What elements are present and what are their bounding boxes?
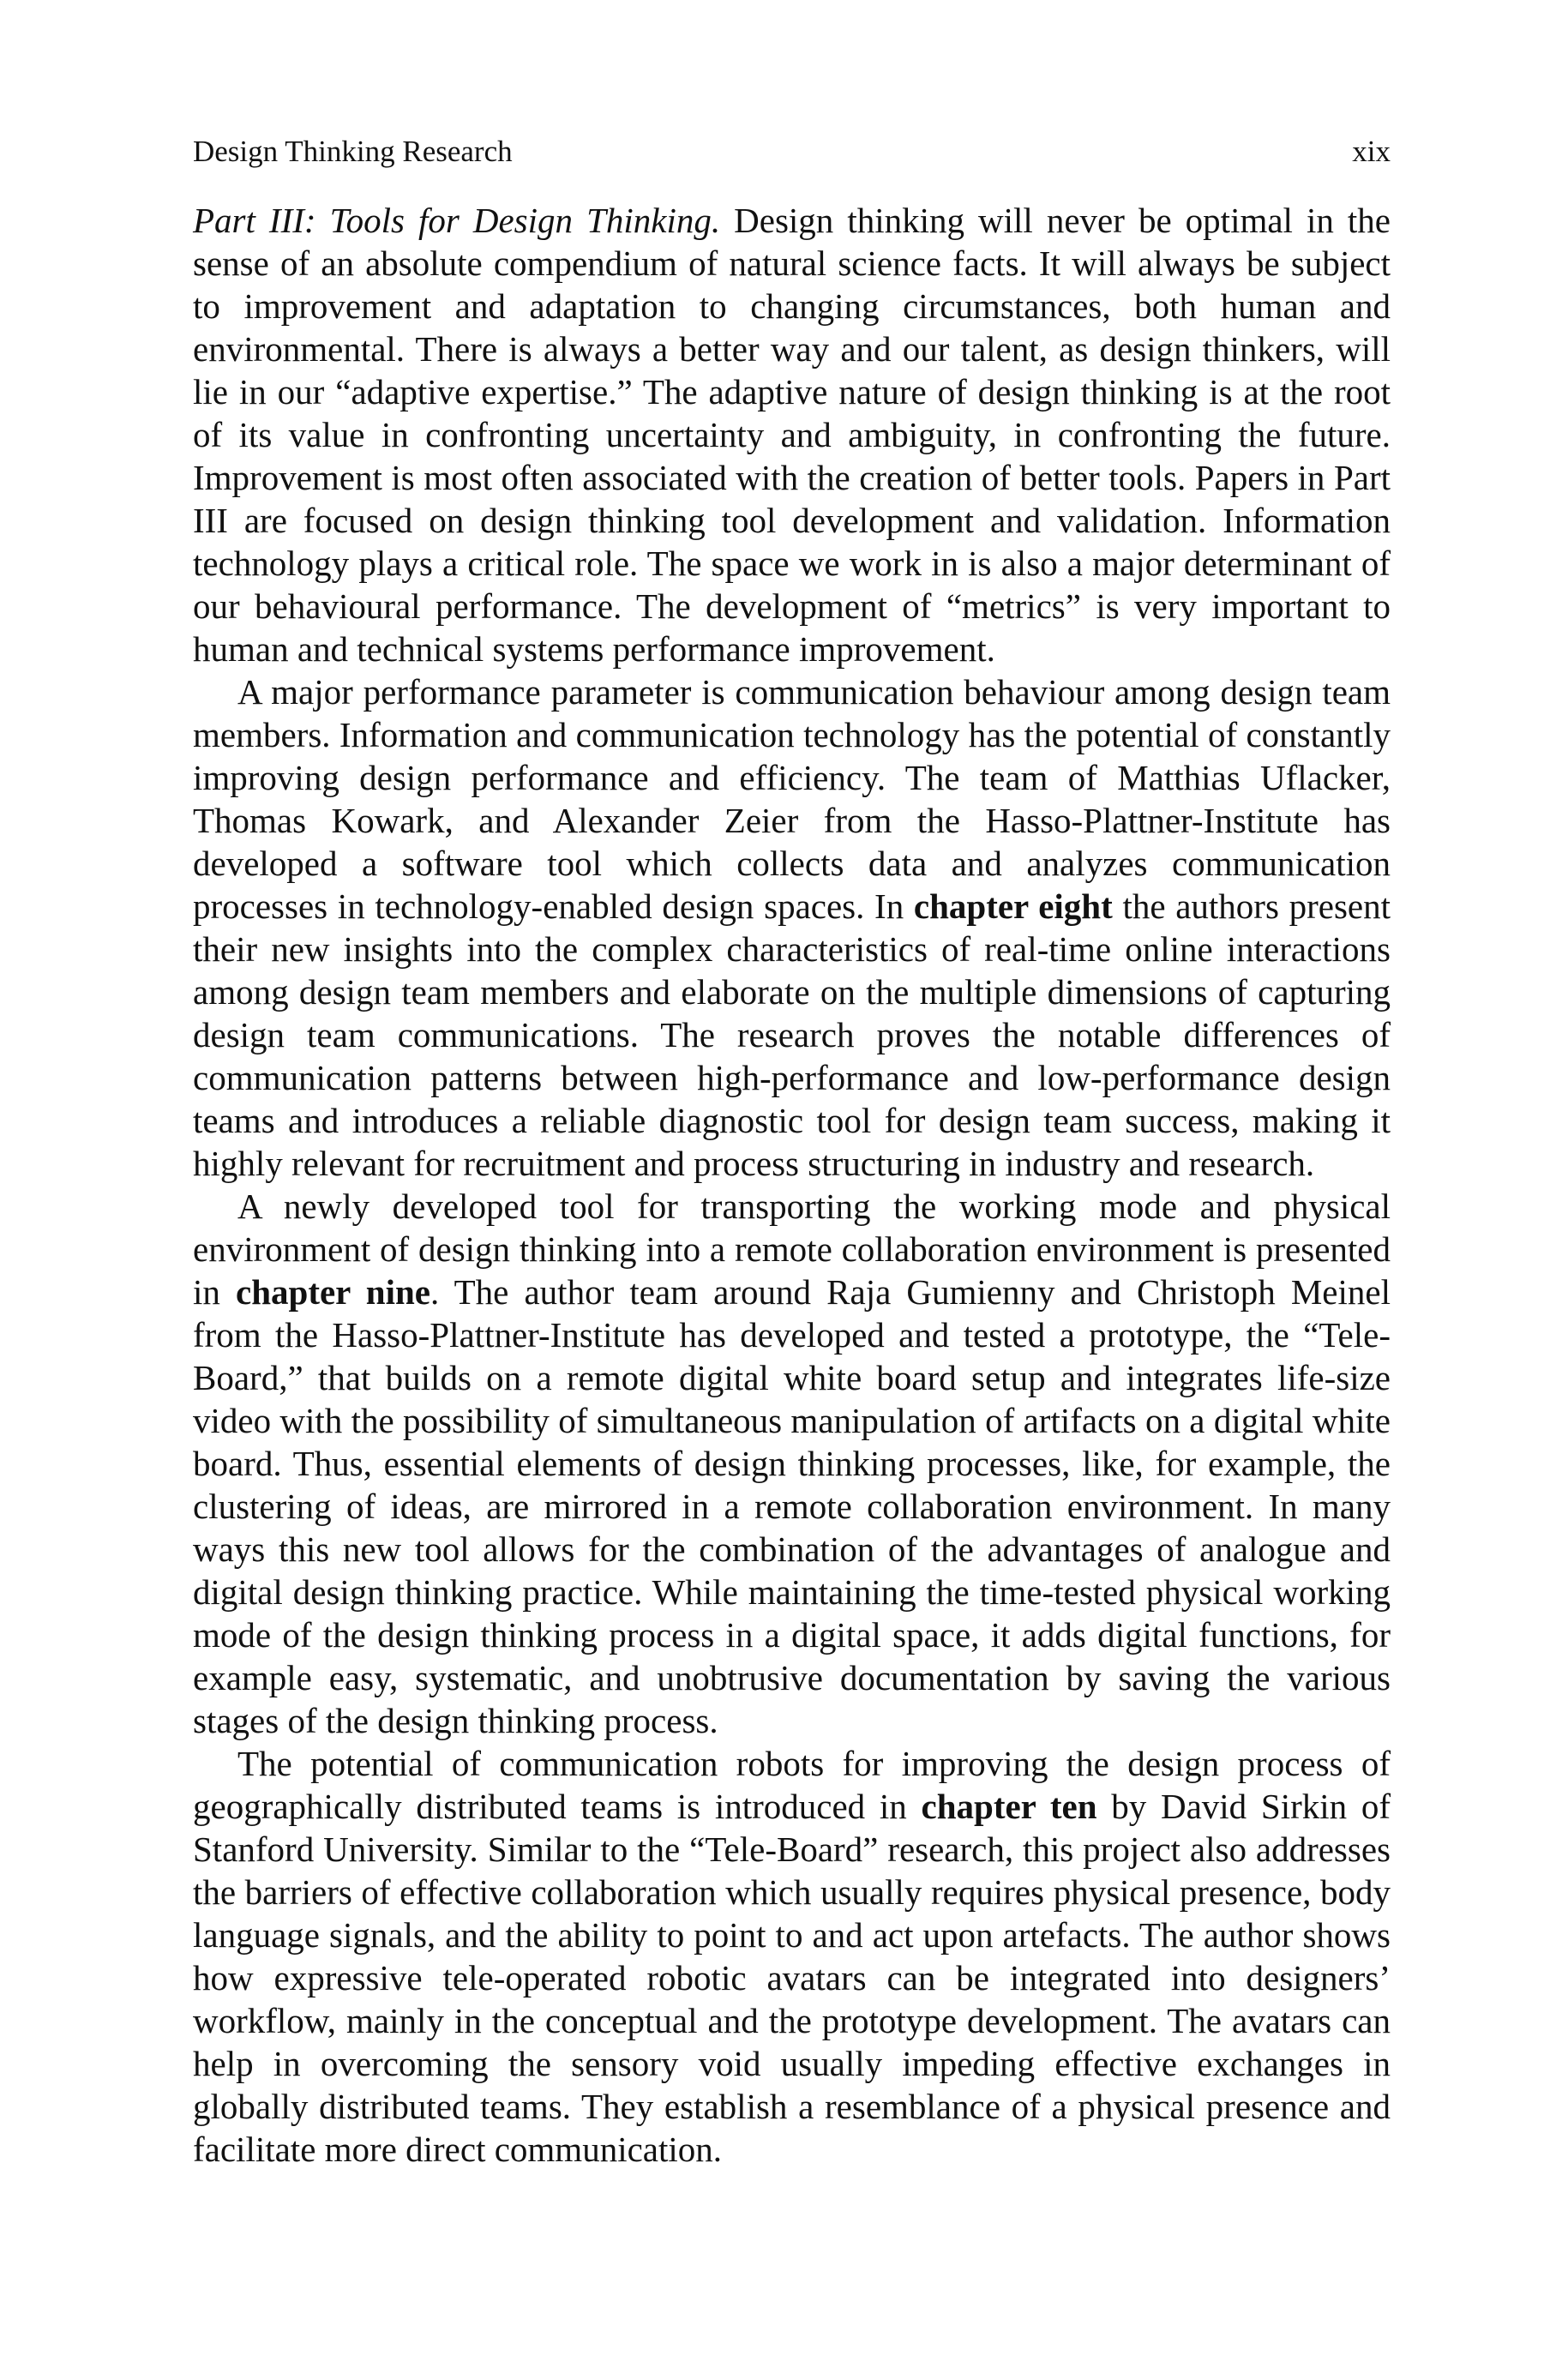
paragraph-text: . The author team around Raja Gumienny and Christoph Meinel from the Hasso-Plattner-Institute has developed and tested a prototype, the “Tele-Board,” that builds on a remote digital white board setup and integrates life-size video with the possibility of simultaneous manipulation of artifacts on a digital white board. Thus, essential elements of design thinking processes, like, for example, the clustering of ideas, are mirrored in a remote collaboration environment. In many ways this new tool allows for the combination of the advantages of analogue and digital design thinking practice. While maintaining the time-tested physical working mode of the design thinking process in a digital space, it adds digital functions, for example easy, systematic, and unobtrusive documentation by saving the various stages of the design thinking process. [193,1272,1391,1740]
section-lead-title: Part III: Tools for Design Thinking. [193,201,721,240]
paragraph-text: A newly developed tool for transporting the working mode and physical environment of design thinking into a remote collaboration environment is presented in [193,1186,1391,1312]
paragraph-chapter-nine [193,1185,1391,1742]
chapter-reference: chapter ten [921,1787,1097,1826]
running-title: Design Thinking Research [193,135,513,168]
paragraph-text: A major performance parameter is communication behaviour among design team members. Information and communication technology has the potential of constantly improving design performance and efficiency. The team of Matthias Uflacker, Thomas Kowark, and Alexander Zeier from the Hasso-Plattner-Institute has developed a software tool which collects data and analyzes communication processes in technology-enabled design spaces. In [193,672,1391,926]
chapter-reference: chapter nine [236,1272,430,1312]
page-number: xix [1352,135,1391,168]
running-header [193,130,1391,173]
paragraph-text: Design thinking will never be optimal in the sense of an absolute compendium of natural science facts. It will always be subject to improvement and adaptation to changing circumstances, both human and environmental. There is always a better way and our talent, as design thinkers, will lie in our “adaptive expertise.” The adaptive nature of design thinking is at the root of its value in confronting uncertainty and ambiguity, in confronting the future. Improvement is most often associated with the creation of better tools. Papers in Part III are focused on design thinking tool development and validation. Information technology plays a critical role. The space we work in is also a major determinant of our behavioural performance. The development of “metrics” is very important to human and technical systems performance improvement. [193,201,1391,669]
paragraph-text: The potential of communication robots for improving the design process of geographically distributed teams is introduced in [193,1744,1391,1826]
paragraph-chapter-eight [193,670,1391,1185]
paragraph-text: by David Sirkin of Stanford University. Similar to the “Tele-Board” research, this project also addresses the barriers of effective collaboration which usually requires physical presence, body language signals, and the ability to point to and act upon artefacts. The author shows how expressive tele-operated robotic avatars can be integrated into designers’ workflow, mainly in the conceptual and the prototype development. The avatars can help in overcoming the sensory void usually impeding effective exchanges in globally distributed teams. They establish a resemblance of a physical presence and facilitate more direct communication. [193,1787,1391,2169]
body-text [193,199,1391,2171]
paragraph-text: the authors present their new insights into the complex characteristics of real-time online interactions among design team members and elaborate on the multiple dimensions of capturing design team communications. The research proves the notable differences of communication patterns between high-performance and low-performance design teams and introduces a reliable diagnostic tool for design team success, making it highly relevant for recruitment and process structuring in industry and research. [193,886,1391,1183]
paragraph-part-three-intro [193,199,1391,670]
paragraph-chapter-ten [193,1742,1391,2171]
chapter-reference: chapter eight [913,886,1113,926]
